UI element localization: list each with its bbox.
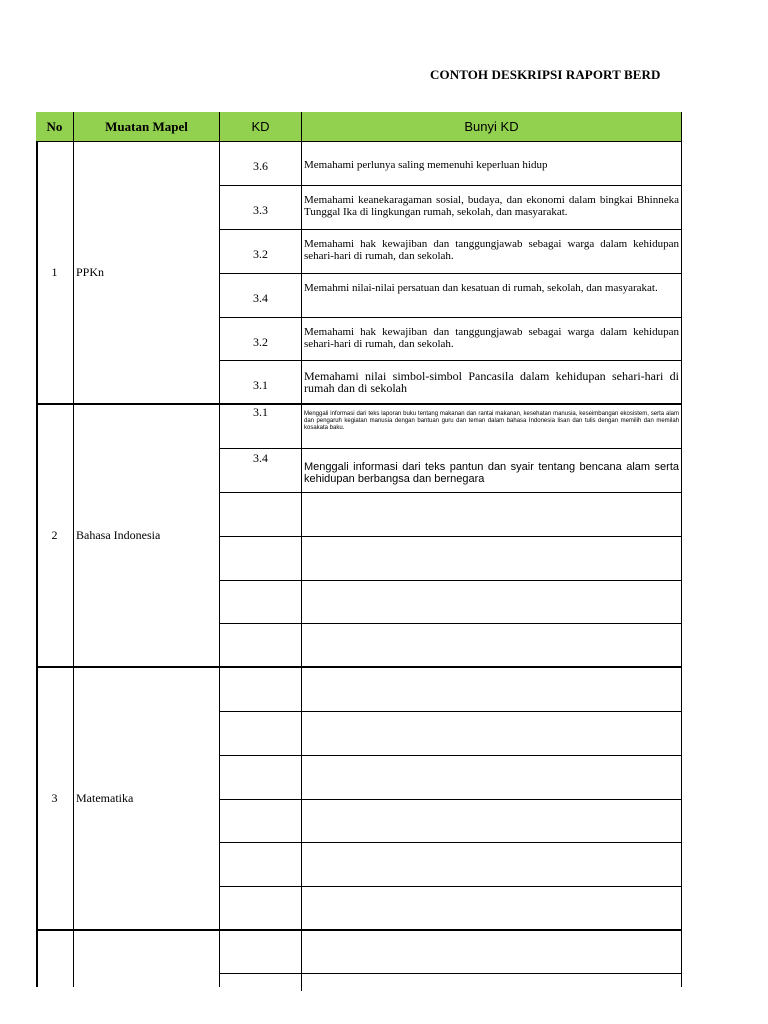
kd-code: [220, 756, 302, 800]
kd-code: [220, 887, 302, 931]
kd-code: [220, 493, 302, 537]
kd-description: [302, 537, 682, 581]
subject-number: 1: [36, 142, 74, 405]
kd-description: [302, 756, 682, 800]
subject-name: Bahasa Indonesia: [74, 405, 220, 668]
kd-description: [302, 668, 682, 712]
kd-code: [220, 624, 302, 668]
subject-name: [74, 931, 220, 987]
kd-description: Menggali informasi dari teks laporan buku tentang makanan dan rantai makanan, kesehatan manusia, keseimbangan ekosistem, serta alam dan pengaruh kegiatan manusia dengan bantuan guru dan teman dalam bahasa Indonesia lisan dan tulis dengan memilih dan memilah kosakata baku.: [302, 405, 682, 449]
kd-code: 3.3: [220, 186, 302, 230]
subject-name: Matematika: [74, 668, 220, 931]
kd-code: 3.2: [220, 230, 302, 274]
kd-description: [302, 624, 682, 668]
kd-description: Memahami perlunya saling memenuhi keperluan hidup: [302, 142, 682, 186]
kd-description: [302, 843, 682, 887]
kd-description: Memahami nilai simbol-simbol Pancasila dalam kehidupan sehari-hari di rumah dan di sekolah: [302, 361, 682, 405]
kd-code: [220, 931, 302, 974]
kd-code: 3.4: [220, 274, 302, 318]
kd-description: [302, 800, 682, 843]
kd-description: [302, 493, 682, 537]
kd-code: [220, 668, 302, 712]
kd-code: 3.6: [220, 142, 302, 186]
header-muatan-mapel: Muatan Mapel: [74, 112, 220, 142]
kd-description: Memahami keanekaragaman sosial, budaya, dan ekonomi dalam bingkai Bhinneka Tunggal Ika di lingkungan rumah, sekolah, dan masyarakat.: [302, 186, 682, 230]
kd-description: Memahami hak kewajiban dan tanggungjawab sebagai warga dalam kehidupan sehari-hari di rumah, dan sekolah.: [302, 230, 682, 274]
page-title: CONTOH DESKRIPSI RAPORT BERD: [430, 67, 661, 82]
kd-code: 3.1: [220, 361, 302, 405]
kd-code: [220, 537, 302, 581]
header-bunyi-kd: Bunyi KD: [302, 112, 682, 142]
kd-code: 3.4: [220, 449, 302, 493]
kd-code: [220, 712, 302, 756]
kd-code: 3.2: [220, 318, 302, 361]
kd-description: [302, 581, 682, 624]
kd-description: Menggali informasi dari teks pantun dan syair tentang bencana alam serta kehidupan berbangsa dan bernegara: [302, 449, 682, 493]
kd-description: Memahmi nilai-nilai persatuan dan kesatuan di rumah, sekolah, dan masyarakat.: [302, 274, 682, 318]
kd-description: [302, 712, 682, 756]
kd-code: [220, 843, 302, 887]
subject-number: [36, 931, 74, 987]
kd-description: [302, 887, 682, 931]
subject-number: 2: [36, 405, 74, 668]
kd-code: 3.1: [220, 405, 302, 449]
header-no: No: [36, 112, 74, 142]
subject-name: PPKn: [74, 142, 220, 405]
subject-number: 3: [36, 668, 74, 931]
kd-description: Memahami hak kewajiban dan tanggungjawab sebagai warga dalam kehidupan sehari-hari di rumah, dan sekolah.: [302, 318, 682, 361]
kd-code: [220, 800, 302, 843]
kd-code: [220, 581, 302, 624]
kd-table: [36, 112, 682, 987]
kd-description: [302, 974, 682, 987]
kd-code: [220, 974, 302, 991]
header-kd: KD: [220, 112, 302, 142]
kd-description: [302, 931, 682, 974]
